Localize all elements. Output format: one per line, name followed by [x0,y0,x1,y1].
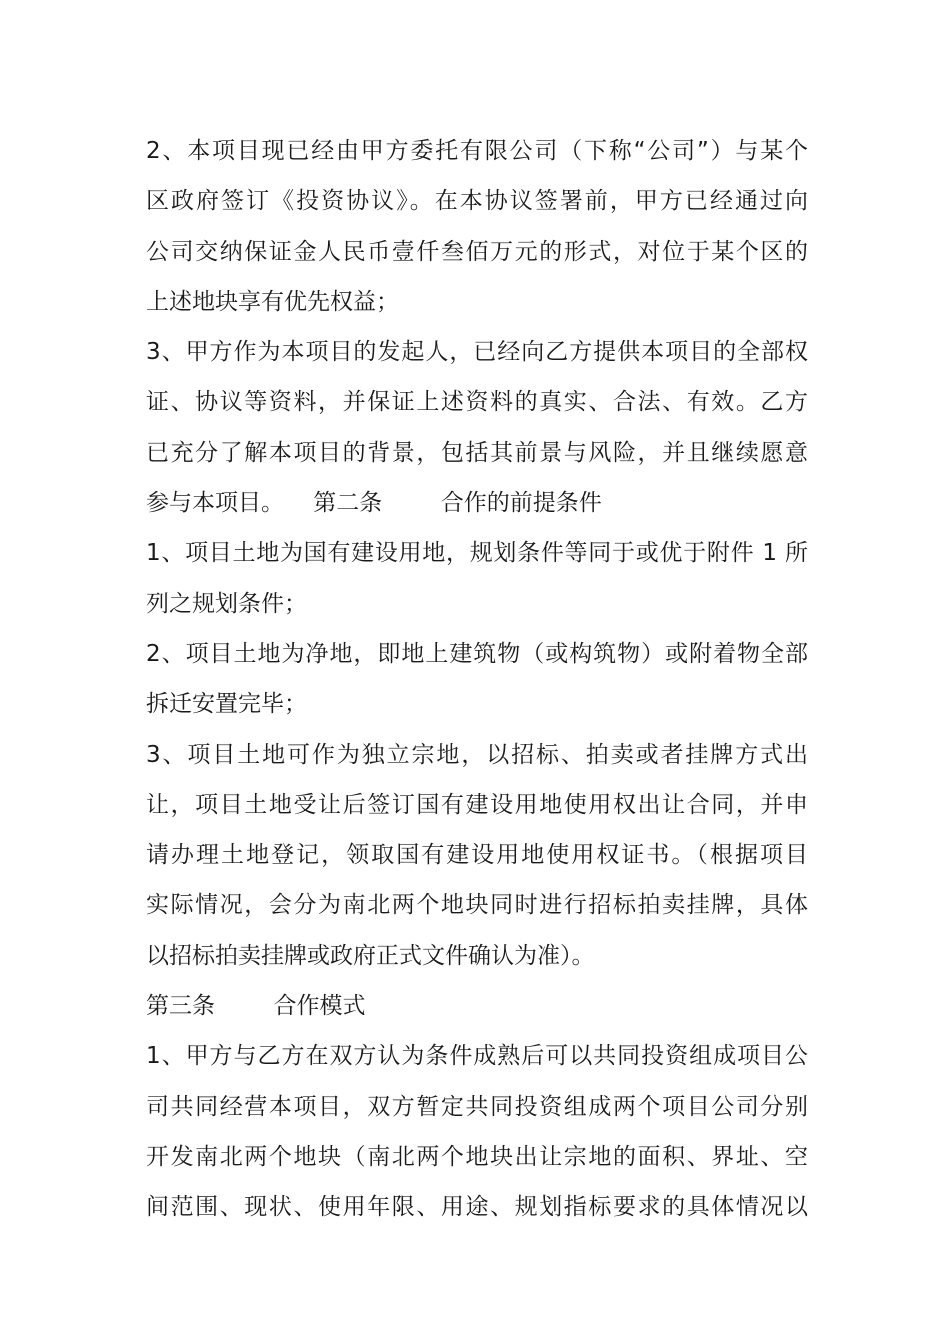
text-line: 公司交纳保证金人民币壹仟叁佰万元的形式，对位于某个区的 [146,238,808,265]
text-line: 上述地块享有优先权益； [146,288,399,315]
text-line: 证、协议等资料，并保证上述资料的真实、合法、有效。乙方 [146,389,808,416]
text-line: 实际情况，会分为南北两个地块同时进行招标拍卖挂牌，具体 [146,892,808,919]
text-line: 开发南北两个地块（南北两个地块出让宗地的面积、界址、空 [146,1143,808,1170]
text-line: 让，项目土地受让后签订国有建设用地使用权出让合同，并申 [146,791,808,818]
text-line: 列之规划条件； [146,590,307,617]
text-line: 区政府签订《投资协议》。在本协议签署前，甲方已经通过向 [146,188,808,215]
text-line: 3、项目土地可作为独立宗地，以招标、拍卖或者挂牌方式出 [146,741,808,768]
document-body [146,126,808,1233]
text-line: 以招标拍卖挂牌或政府正式文件确认为准）。 [146,942,595,969]
section-heading: 第三条 合作模式 [146,993,366,1020]
text-line: 3、甲方作为本项目的发起人，已经向乙方提供本项目的全部权 [146,339,808,366]
text-line: 拆迁安置完毕； [146,691,307,718]
text-line: 请办理土地登记，领取国有建设用地使用权证书。（根据项目 [146,842,808,869]
text-line: 2、本项目现已经由甲方委托有限公司（下称“公司”）与某个 [146,138,808,164]
text-line: 已充分了解本项目的背景，包括其前景与风险，并且继续愿意 [146,439,808,466]
text-line: 间范围、现状、使用年限、用途、规划指标要求的具体情况以 [146,1194,808,1221]
text-line: 2、项目土地为净地，即地上建筑物（或构筑物）或附着物全部 [146,640,808,667]
text-line: 参与本项目。 第二条 合作的前提条件 [146,490,602,517]
text-line: 司共同经营本项目，双方暂定共同投资组成两个项目公司分别 [146,1093,808,1120]
text-line: 1、甲方与乙方在双方认为条件成熟后可以共同投资组成项目公 [146,1043,808,1070]
text-line: 1、项目土地为国有建设用地，规划条件等同于或优于附件 1 所 [146,540,808,567]
